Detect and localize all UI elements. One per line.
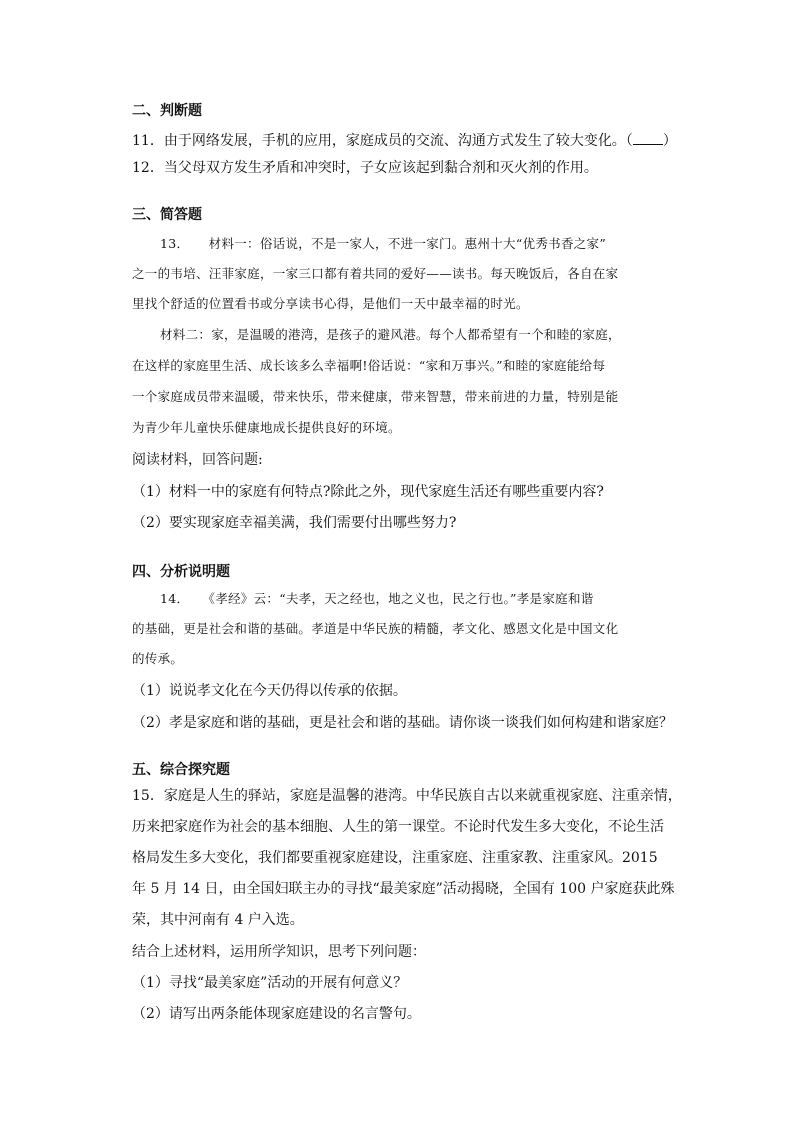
inquiry-prompt: 结合上述材料，运用所学知识，思考下列问题： [132,944,426,960]
question-11-text: 11．由于网络发展，手机的应用，家庭成员的交流、沟通方式发生了较大变化。（ [132,133,633,149]
answer-blank[interactable] [633,128,663,145]
passage-15-line-4: 年 5 月 14 日，由全国妇联主办的寻找“最美家庭”活动揭晓，全国有 100 户家庭获此殊 [132,881,675,897]
passage-15-line-1: 15．家庭是人生的驿站，家庭是温馨的港湾。中华民族自古以来就重视家庭、注重亲情， [132,788,682,804]
material-1-line-3: 里找个舒适的位置看书或分享读书心得，是他们一天中最幸福的时光。 [132,296,529,311]
material-14-line-3: 的传承。 [132,651,184,666]
material-14-line-1: 14． 《孝经》云：“夫孝，天之经也，地之义也，民之行也。”孝是家庭和谐 [160,591,594,606]
passage-15-line-5: 荣，其中河南有 4 户入选。 [132,912,304,928]
section-heading-judgement: 二、判断题 [132,103,202,119]
reading-prompt: 阅读材料，回答问题: [132,452,263,468]
section-heading-inquiry: 五、综合探究题 [132,762,230,778]
question-13-2: （2）要实现家庭幸福美满，我们需要付出哪些努力? [132,515,457,531]
passage-15-line-2: 历来把家庭作为社会的基本细胞、人生的第一课堂。不论时代发生多大变化，不论生活 [132,819,664,835]
question-11 [132,128,677,151]
material-2-line-2: 在这样的家庭里生活、成长该多么幸福啊!俗话说：“家和万事兴。”和睦的家庭能给每 [132,358,606,373]
question-14-2: （2）孝是家庭和谐的基础，更是社会和谐的基础。请你谈一谈我们如何构建和谐家庭？ [132,715,673,731]
question-15-2: （2）请写出两条能体现家庭建设的名言警句。 [132,1006,421,1022]
passage-15-line-3: 格局发生多大变化，我们都要重视家庭建设，注重家庭、注重家教、注重家风。2015 [132,850,658,866]
material-2-line-4: 为青少年儿童快乐健康地成长提供良好的环境。 [132,420,401,435]
question-14-1: （1）说说孝文化在今天仍得以传承的依据。 [132,683,407,699]
section-heading-short-answer: 三、简答题 [132,207,202,223]
material-2-line-1: 材料二：家，是温暖的港湾，是孩子的避风港。每个人都希望有一个和睦的家庭， [160,327,621,342]
section-heading-analysis: 四、分析说明题 [132,564,230,580]
question-13-1: （1）材料一中的家庭有何特点?除此之外，现代家庭生活还有哪些重要内容? [132,484,604,500]
material-14-line-2: 的基础，更是社会和谐的基础。孝道是中华民族的精髓，孝文化、感恩文化是中国文化 [132,621,619,636]
material-1-line-2: 之一的韦培、汪菲家庭，一家三口都有着共同的爱好——读书。每天晚饭后，各自在家 [132,266,619,281]
material-2-line-3: 一个家庭成员带来温暖，带来快乐，带来健康，带来智慧，带来前进的力量，特别是能 [132,389,619,404]
question-15-1: （1）寻找“最美家庭”活动的开展有何意义？ [132,975,408,991]
question-11-end: ） [662,133,677,149]
material-1-line-1: 13． 材料一：俗话说，不是一家人，不进一家门。惠州十大“优秀书香之家” [160,236,607,251]
question-12: 12．当父母双方发生矛盾和冲突时，子女应该起到黏合剂和灭火剂的作用。 [132,160,598,176]
